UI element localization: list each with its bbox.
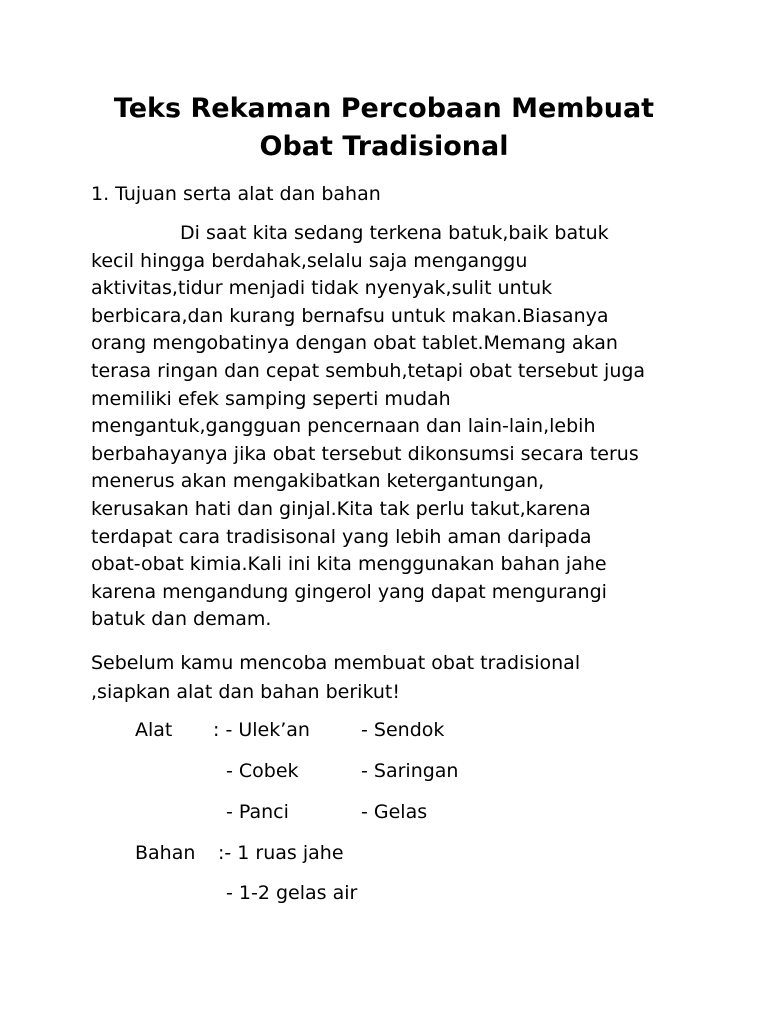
- bahan-label: Bahan: [135, 842, 196, 864]
- alat-label: Alat: [135, 719, 173, 741]
- paragraph-line: kerusakan hati dan ginjal.Kita tak perlu takut,karena: [91, 497, 591, 520]
- alat-item-cobek: - Cobek: [226, 760, 299, 782]
- alat-item-gelas: - Gelas: [361, 801, 428, 823]
- paragraph-line: orang mengobatinya dengan obat tablet.Memang akan: [91, 332, 618, 355]
- paragraph-line: kecil hingga berdahak,selalu saja menganggu: [91, 249, 528, 272]
- paragraph-line: berbahayanya jika obat tersebut dikonsumsi secara terus: [91, 442, 639, 465]
- alat-item-panci: - Panci: [226, 801, 289, 823]
- paragraph-line: batuk dan demam.: [91, 608, 272, 631]
- paragraph-line: Di saat kita sedang terkena batuk,baik batuk: [180, 222, 609, 244]
- bahan-item-air: - 1-2 gelas air: [226, 882, 358, 904]
- paragraph-2: [91, 649, 580, 706]
- paragraph-line: mengantuk,gangguan pencernaan dan lain-lain,lebih: [91, 415, 596, 438]
- paragraph-line: berbicara,dan kurang bernafsu untuk makan.Biasanya: [91, 304, 609, 327]
- paragraph-line: ,siapkan alat dan bahan berikut!: [91, 680, 400, 703]
- title-line-1: Teks Rekaman Percobaan Membuat: [113, 93, 655, 124]
- paragraph-line: karena mengandung gingerol yang dapat mengurangi: [91, 580, 607, 603]
- section-heading: 1. Tujuan serta alat dan bahan: [91, 183, 381, 205]
- paragraph-line: Sebelum kamu mencoba membuat obat tradisional: [91, 652, 581, 674]
- paragraph-1: [91, 220, 691, 634]
- paragraph-line: menerus akan mengakibatkan ketergantungan,: [91, 470, 545, 493]
- document-title: [60, 90, 708, 166]
- alat-item-saringan: - Saringan: [361, 760, 459, 782]
- alat-item-sendok: - Sendok: [361, 719, 445, 741]
- paragraph-line: obat-obat kimia.Kali ini kita menggunakan bahan jahe: [91, 553, 607, 576]
- title-line-2: Obat Tradisional: [259, 131, 509, 162]
- paragraph-line: aktivitas,tidur menjadi tidak nyenyak,sulit untuk: [91, 277, 553, 300]
- alat-item-ulekan: : - Ulek’an: [213, 719, 310, 741]
- paragraph-line: terdapat cara tradisisonal yang lebih aman daripada: [91, 525, 592, 548]
- paragraph-line: memiliki efek samping seperti mudah: [91, 387, 451, 410]
- bahan-item-jahe: :- 1 ruas jahe: [218, 842, 344, 864]
- paragraph-line: terasa ringan dan cepat sembuh,tetapi obat tersebut juga: [91, 359, 646, 382]
